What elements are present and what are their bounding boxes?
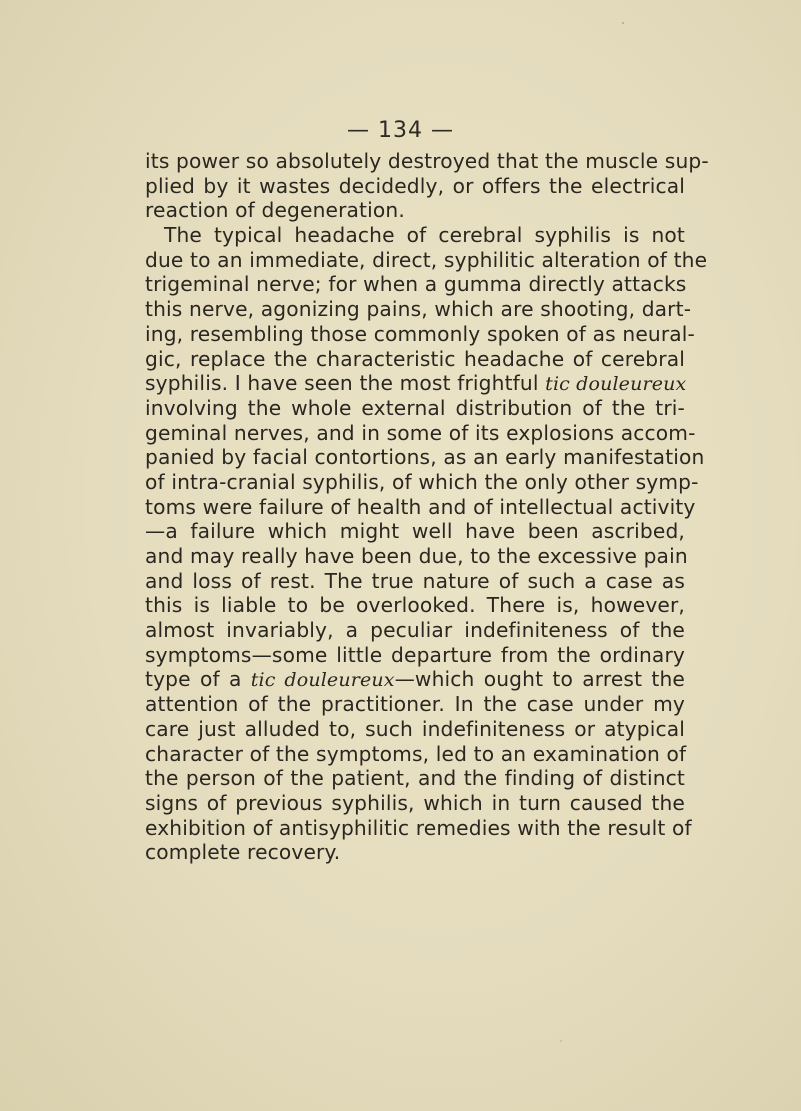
text-line: toms were failure of health and of intellectual activity [145, 494, 696, 519]
page-number: — 134 — [347, 118, 454, 143]
text-line: gic, replace the characteristic headache of cerebral [145, 346, 685, 371]
text-line: the person of the patient, and the finding of distinct [145, 766, 685, 791]
body-text [145, 149, 709, 865]
text-line: its power so absolutely destroyed that the muscle sup- [145, 149, 709, 173]
text-line: this is liable to be overlooked. There is, however, [145, 593, 685, 618]
text-line: signs of previous syphilis, which in turn caused the [145, 790, 685, 815]
text-line: care just alluded to, such indefiniteness or atypical [145, 716, 685, 741]
text-line: involving the whole external distribution of the tri- [145, 395, 685, 420]
text-line: and may really have been due, to the excessive pain [145, 544, 688, 568]
text-line: attention of the practitioner. In the case under my [145, 692, 685, 717]
text-line: and loss of rest. The true nature of such a case as [145, 568, 685, 593]
text-line: —a failure which might well have been ascribed, [145, 519, 685, 544]
paper-speck [622, 22, 624, 24]
text-line: panied by facial contortions, as an early manifestation [145, 445, 705, 470]
text-line: character of the symptoms, led to an examination of [145, 741, 687, 766]
text-line: geminal nerves, and in some of its explosions accom- [145, 420, 696, 445]
text-line: exhibition of antisyphilitic remedies with the result of [145, 815, 692, 840]
text-line: symptoms—some little departure from the ordinary [145, 642, 685, 667]
italic-term: tic douleureux [250, 669, 395, 692]
paragraph-start-line: The typical headache of cerebral syphilis is not [164, 223, 685, 248]
text-line: almost invariably, a peculiar indefiniteness of the [145, 618, 685, 643]
text-line: syphilis. I have seen the most frightful tic douleureux [145, 371, 687, 396]
text-line: due to an immediate, direct, syphilitic alteration of the [145, 247, 708, 272]
text-line: this nerve, agonizing pains, which are shooting, dart- [145, 297, 692, 322]
text-line: complete recovery. [145, 840, 341, 865]
text-line: ing, resembling those commonly spoken of as neural- [145, 321, 695, 346]
text-line: plied by it wastes decidedly, or offers the electrical [145, 173, 685, 198]
paper-speck [560, 1040, 562, 1042]
text-line: trigeminal nerve; for when a gumma directly attacks [145, 272, 687, 297]
italic-term: tic douleureux [545, 373, 687, 396]
text-line: type of a tic douleureux—which ought to arrest the [145, 667, 685, 692]
text-line: of intra-cranial syphilis, of which the only other symp- [145, 469, 699, 494]
text-line: reaction of degeneration. [145, 198, 405, 223]
